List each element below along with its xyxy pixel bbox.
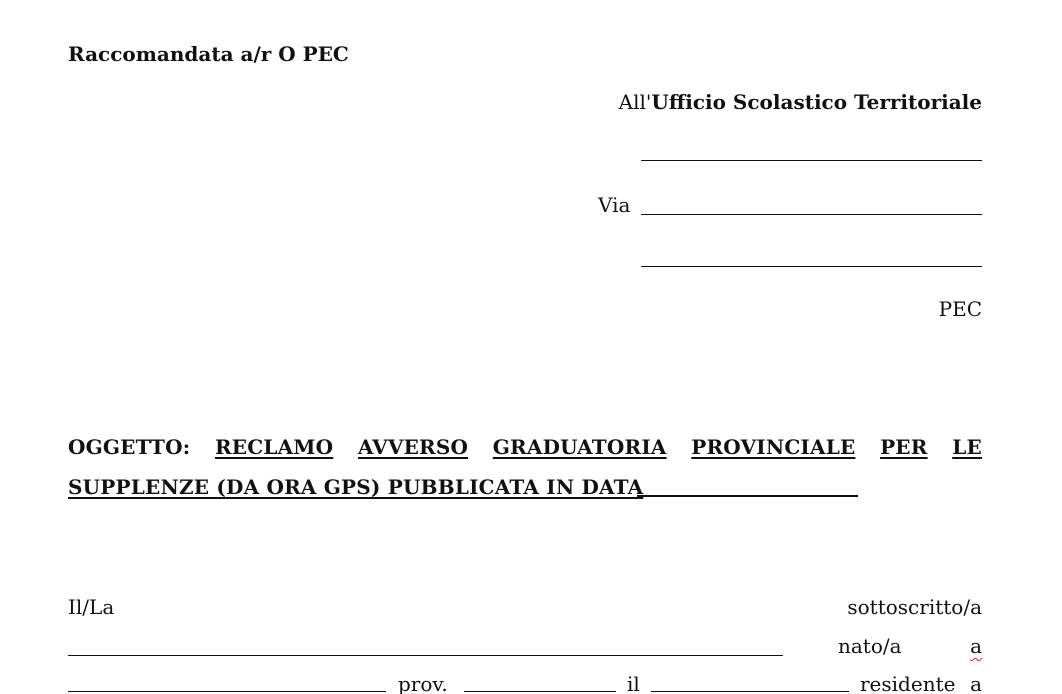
send-method: Raccomandata a/r O PEC: [68, 42, 349, 66]
birthdate-blank[interactable]: [651, 691, 849, 692]
residente-a-label: a: [970, 672, 982, 694]
birthplace-blank[interactable]: [68, 691, 386, 692]
subject-word: GRADUATORIA: [492, 435, 667, 459]
recipient-blank-1[interactable]: [641, 160, 982, 161]
recipient-office: Ufficio Scolastico Territoriale: [651, 90, 982, 114]
pec-label: PEC: [938, 297, 982, 321]
subject-word: PER: [880, 435, 928, 459]
subject-line-2: [68, 475, 643, 499]
subject-line-2-text: SUPPLENZE (DA ORA GPS) PUBBLICATA IN DATA: [68, 475, 644, 499]
sottoscritto-label: sottoscritto/a: [847, 595, 982, 619]
prov-label: prov.: [398, 672, 448, 694]
recipient-line: [619, 90, 982, 114]
nato-label: nato/a: [838, 634, 902, 658]
recipient-blank-3[interactable]: [641, 266, 982, 267]
subject-label: OGGETTO:: [68, 435, 191, 459]
recipient-prefix: All': [618, 90, 652, 114]
subject-word: AVVERSO: [357, 435, 469, 459]
nato-a-text: a: [970, 634, 982, 658]
via-blank[interactable]: [641, 214, 982, 215]
residente-label: residente: [860, 672, 956, 694]
subject-word: LE: [952, 435, 982, 459]
prov-blank[interactable]: [464, 691, 616, 692]
name-blank[interactable]: [68, 655, 783, 656]
subject-word: PROVINCIALE: [691, 435, 856, 459]
via-label: Via: [598, 193, 631, 217]
nato-a-label: [970, 634, 982, 658]
subject-line-1: [68, 435, 982, 459]
subject-word: RECLAMO: [214, 435, 334, 459]
il-label: il: [627, 672, 640, 694]
date-blank[interactable]: [637, 495, 858, 497]
il-la-label: Il/La: [68, 595, 115, 619]
